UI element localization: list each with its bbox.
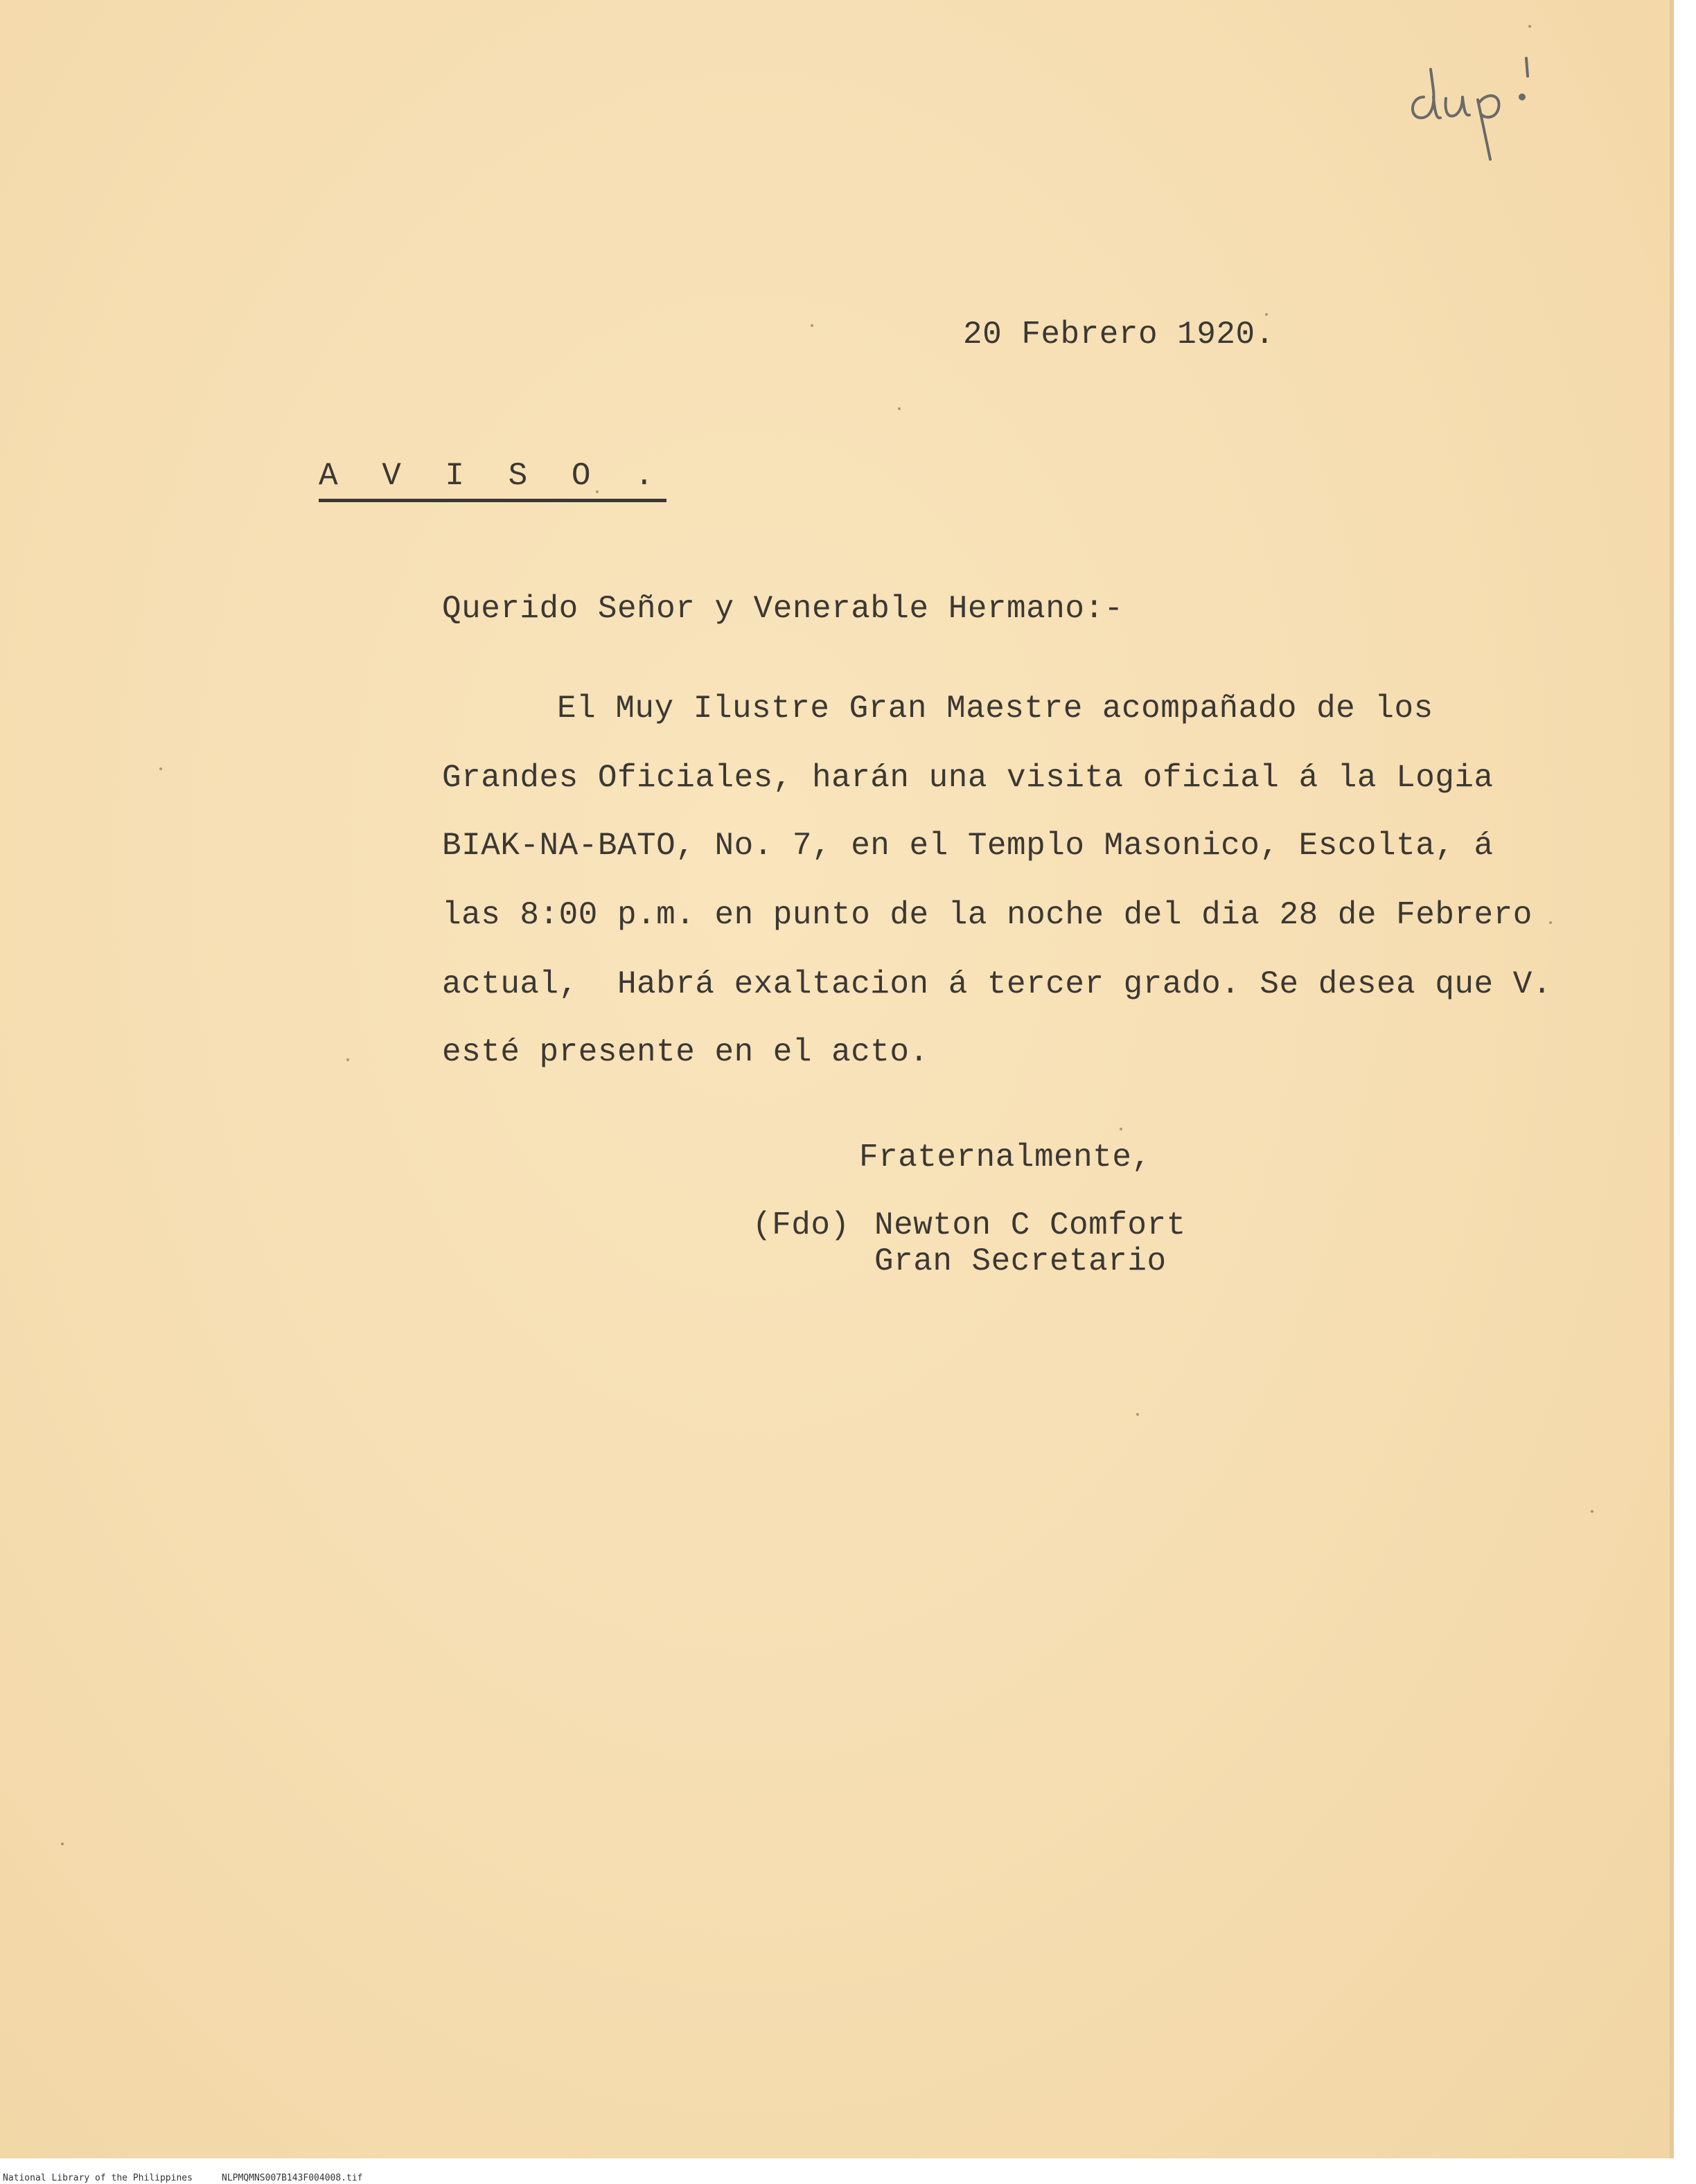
letter-heading: A V I S O . (319, 460, 666, 502)
paper-speck (811, 324, 813, 327)
body-line: las 8:00 p.m. en punto de la noche del dia 28 de Febrero (442, 897, 1532, 933)
pencil-annotation (1403, 55, 1542, 170)
closing: Fraternalmente, (859, 1139, 1151, 1175)
paper-speck (898, 407, 901, 410)
body-line: esté presente en el acto. (442, 1034, 929, 1070)
letter-date: 20 Febrero 1920. (963, 317, 1275, 353)
footer-file-id: NLPMQMNS007B143F004008.tif (222, 2173, 363, 2183)
body-line: actual, Habrá exaltacion á tercer grado. Se desea que V. (442, 966, 1552, 1002)
paper-speck (346, 1058, 349, 1061)
body-line: El Muy Ilustre Gran Maestre acompañado de los (557, 691, 1433, 727)
paper-speck (159, 767, 162, 770)
body-line: Grandes Oficiales, harán una visita oficial á la Logia (442, 760, 1494, 796)
body-line: BIAK-NA-BATO, No. 7, en el Templo Masonico, Escolta, á (442, 828, 1494, 864)
footer-library: National Library of the Philippines (3, 2173, 193, 2183)
signer-name: Newton C Comfort (874, 1207, 1186, 1243)
signer-title: Gran Secretario (874, 1243, 1167, 1279)
paper-speck (1549, 921, 1552, 924)
signature-prefix: (Fdo) (752, 1207, 850, 1243)
handwritten-dup-mark (1403, 55, 1542, 166)
paper-speck (61, 1843, 64, 1845)
paper-speck (1265, 313, 1268, 316)
paper-speck (1136, 1413, 1139, 1416)
salutation: Querido Señor y Venerable Hermano:- (442, 591, 1124, 627)
paper-speck (1591, 1510, 1593, 1513)
paper-speck (1120, 1128, 1122, 1130)
paper-speck (1528, 25, 1531, 28)
